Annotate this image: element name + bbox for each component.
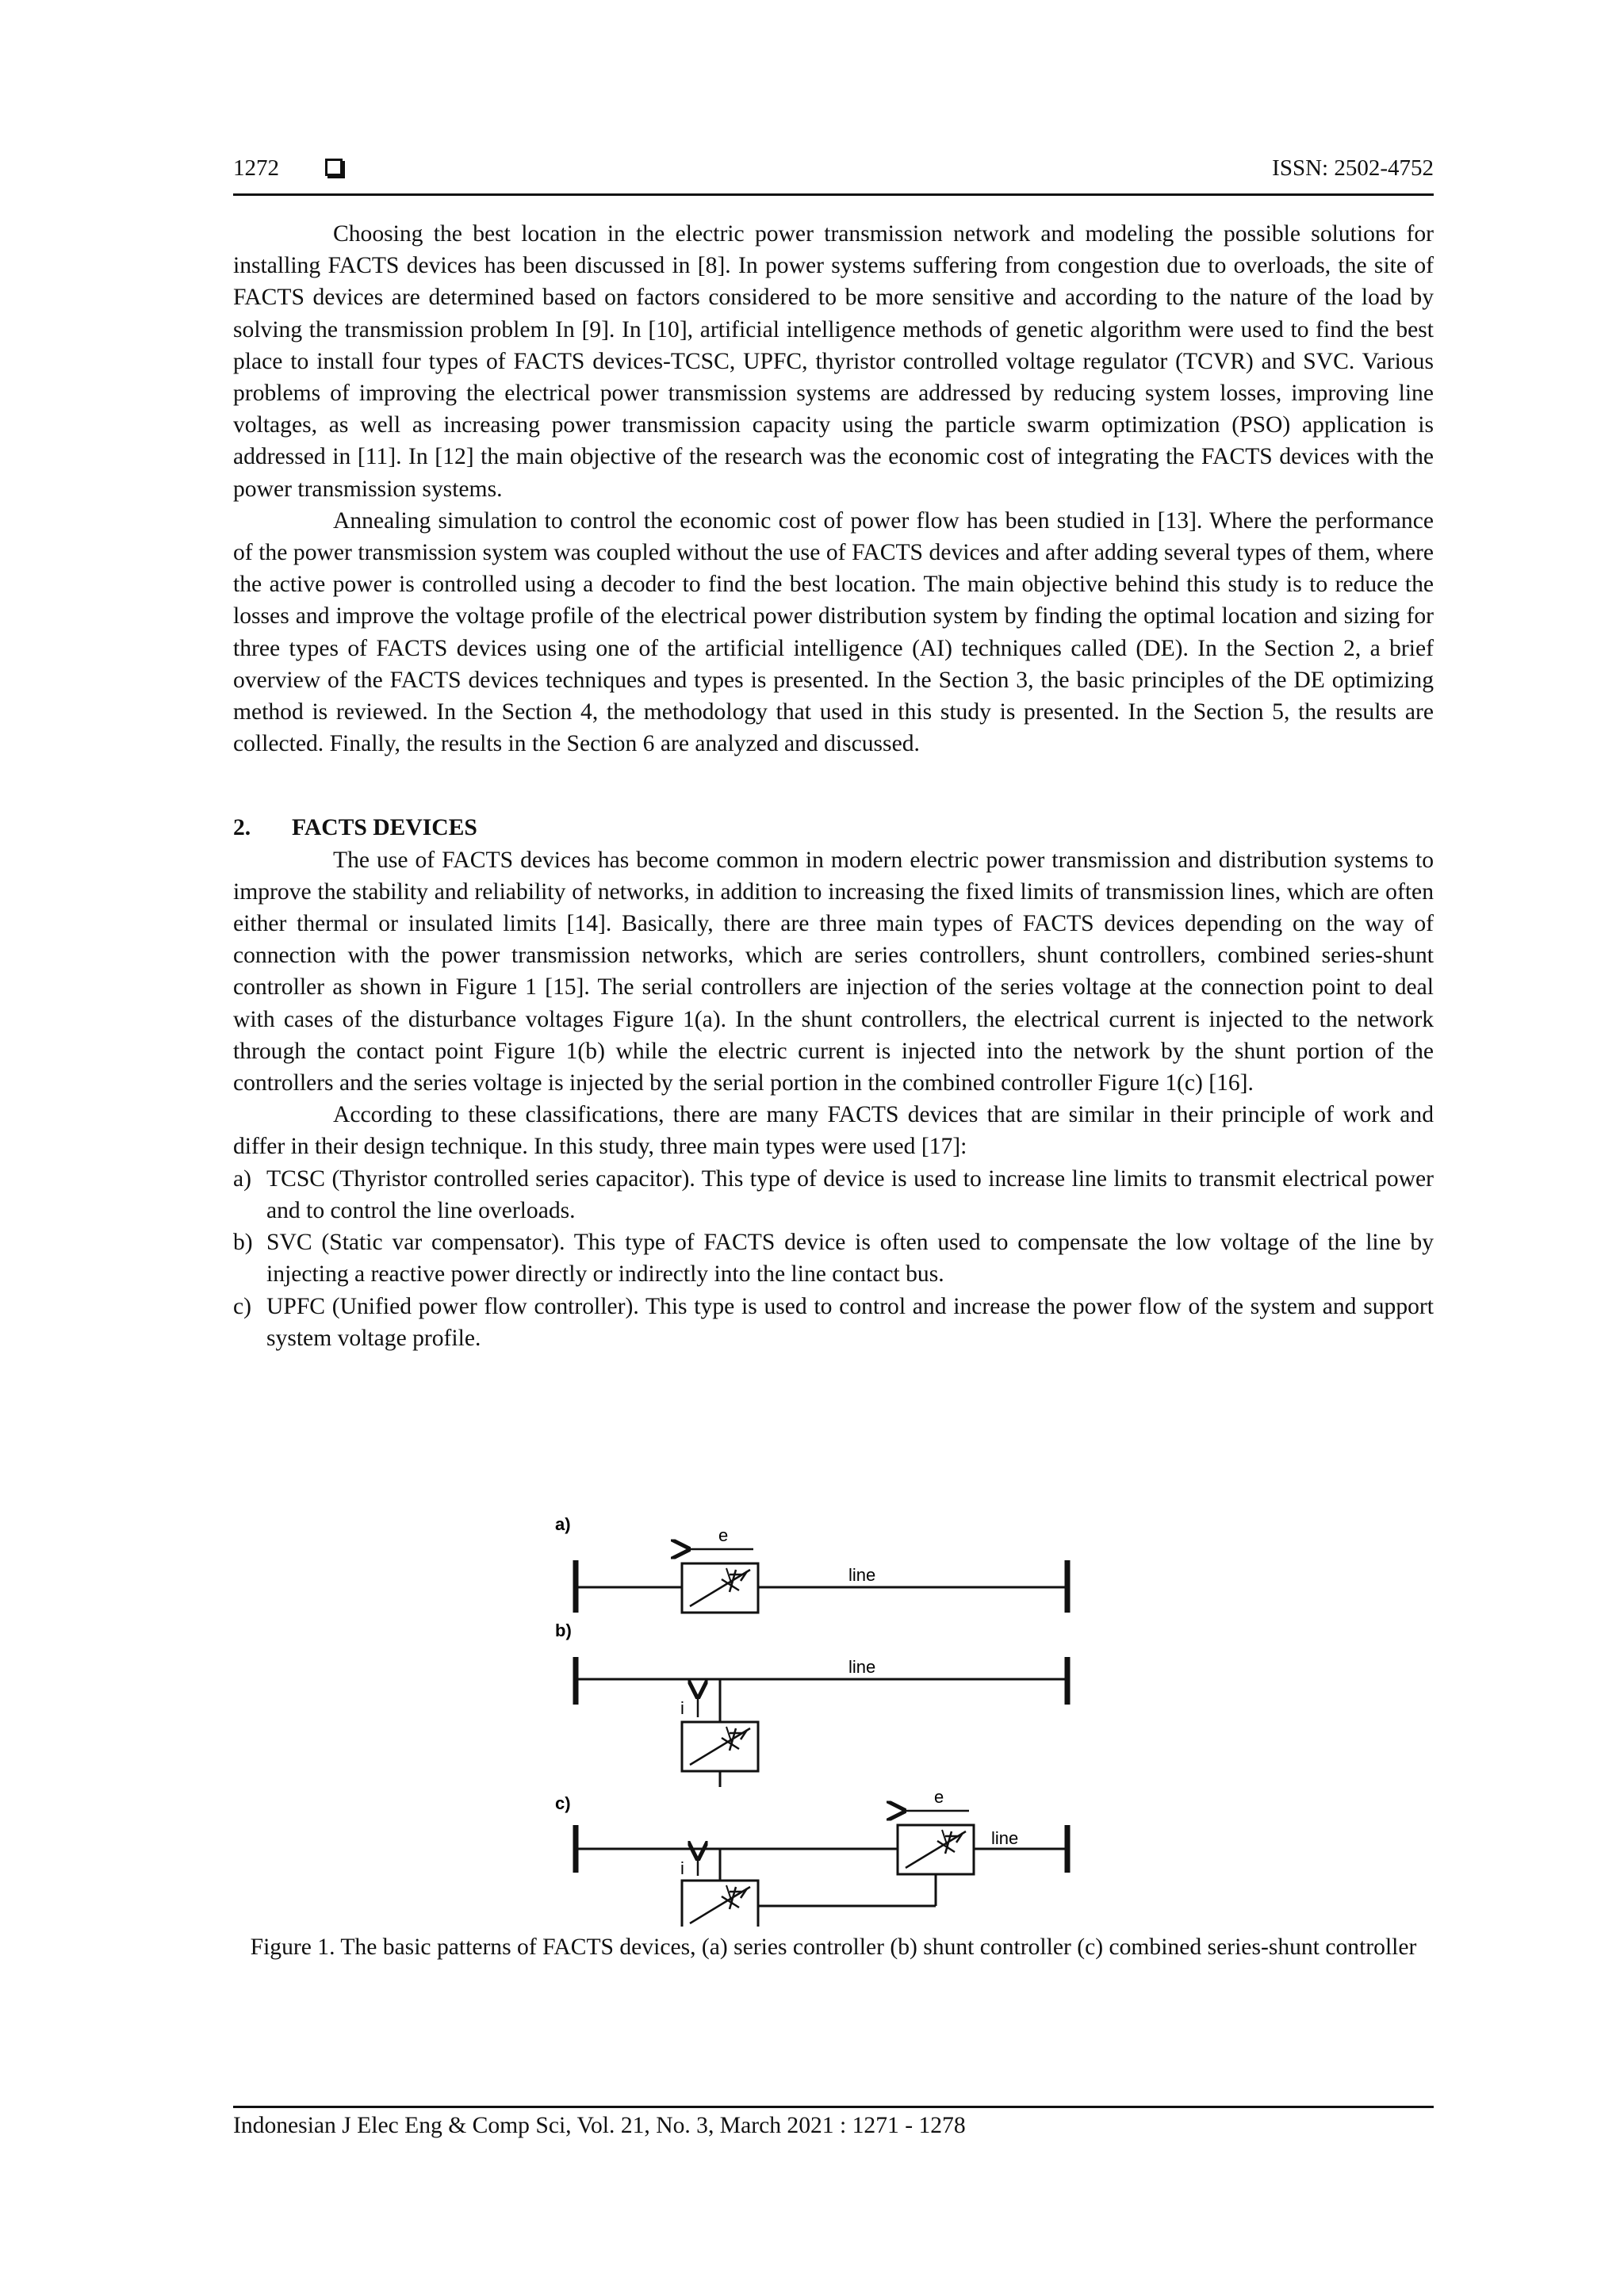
device-list [233, 1163, 1434, 1354]
series-device [682, 1563, 758, 1613]
list-item-text: SVC (Static var compensator). This type of FACTS device is often used to compensate the low voltage of the line by injecting a reactive power directly or indirectly into the line contact bus. [266, 1230, 1434, 1288]
shunt-device [682, 1881, 758, 1927]
list-marker: b) [233, 1230, 253, 1256]
current-label: i [680, 1698, 684, 1718]
voltage-label: e [718, 1525, 729, 1545]
page-number: 1272 [233, 155, 279, 181]
list-marker: c) [233, 1293, 251, 1319]
page-footer [233, 2106, 1434, 2139]
line-label: line [848, 1565, 876, 1585]
list-item [233, 1163, 1434, 1226]
body-text [233, 218, 1434, 1354]
issn: ISSN: 2502-4752 [1272, 155, 1434, 181]
figure-caption: Figure 1. The basic patterns of FACTS devices, (a) series controller (b) shunt controller (c) combined series-shunt controller [250, 1934, 1417, 1960]
series-device [898, 1825, 974, 1874]
journal-citation: Indonesian J Elec Eng & Comp Sci, Vol. 21, No. 3, March 2021 : 1271 - 1278 [233, 2113, 966, 2138]
list-marker: a) [233, 1165, 251, 1192]
line-label: line [848, 1657, 876, 1677]
shunt-device [682, 1722, 758, 1771]
list-item-text: TCSC (Thyristor controlled series capacitor). This type of device is used to increase line limits to transmit electrical power and to control the line overloads. [266, 1165, 1434, 1223]
page-header [233, 155, 1434, 196]
label-a: a) [555, 1514, 571, 1534]
label-c: c) [555, 1793, 571, 1813]
section-paragraph-1: The use of FACTS devices has become common in modern electric power transmission and distribution systems to improve the stability and reliability of networks, in addition to increasing the fixed limits of transmission lines, which are often either thermal or insulated limits [14]. Basically, there are three main types of FACTS devices depending on the way of connection with the power transmission networks, which are series controllers, shunt controllers, combined series-shunt controller as shown in Figure 1 [15]. The serial controllers are injection of the series voltage at the connection point to deal with cases of the disturbance voltages Figure 1(a). In the shunt controllers, the electrical current is injected to the network through the contact point Figure 1(b) while the electric current is injected into the network by the shunt portion of the controllers and the series voltage is injected by the serial portion in the combined controller Figure 1(c) [16]. [233, 847, 1434, 1096]
section-number: 2. [233, 815, 251, 841]
intro-paragraph-1: Choosing the best location in the electric power transmission network and modeling the possible solutions for installing FACTS devices has been discussed in [8]. In power systems suffering from congestion due to overloads, the site of FACTS devices are determined based on factors considered to be more sensitive and according to the nature of the load by solving the transmission problem In [9]. In [10], artificial intelligence methods of genetic algorithm were used to find the best place to install four types of FACTS devices-TCSC, UPFC, thyristor controlled voltage regulator (TCVR) and SVC. Various problems of improving the electrical power transmission systems are addressed by reducing system losses, improving line voltages, as well as increasing power transmission capacity using the particle swarm optimization (PSO) application is addressed in [11]. In [12] the main objective of the research was the economic cost of integrating the FACTS devices with the power transmission systems. [233, 221, 1434, 502]
label-b: b) [555, 1621, 572, 1640]
list-item [233, 1291, 1434, 1354]
facts-diagram [555, 1514, 1110, 1927]
line-label: line [991, 1828, 1019, 1848]
section-heading [233, 812, 1434, 844]
section-paragraph-2: According to these classifications, there are many FACTS devices that are similar in their principle of work and differ in their design technique. In this study, three main types were used [17]: [233, 1102, 1434, 1160]
square-bullet-icon [325, 159, 343, 176]
list-item-text: UPFC (Unified power flow controller). This type is used to control and increase the power flow of the system and support system voltage profile. [266, 1293, 1434, 1351]
figure-facts-patterns [555, 1514, 1110, 1927]
intro-paragraph-2: Annealing simulation to control the economic cost of power flow has been studied in [13]. Where the performance of the power transmission system was coupled without the use of FACTS devices and after adding several types of them, where the active power is controlled using a decoder to find the best location. The main objective behind this study is to reduce the losses and improve the voltage profile of the electrical power distribution system by finding the optimal location and sizing for three types of FACTS devices using one of the artificial intelligence (AI) techniques called (DE). In the Section 2, a brief overview of the FACTS devices techniques and types is presented. In the Section 3, the basic principles of the DE optimizing method is reviewed. In the Section 4, the methodology that used in this study is presented. In the Section 5, the results are collected. Finally, the results in the Section 6 are analyzed and discussed. [233, 507, 1434, 757]
current-label: i [680, 1858, 684, 1878]
voltage-label: e [934, 1787, 944, 1807]
section-title: FACTS DEVICES [292, 815, 477, 841]
list-item [233, 1226, 1434, 1290]
